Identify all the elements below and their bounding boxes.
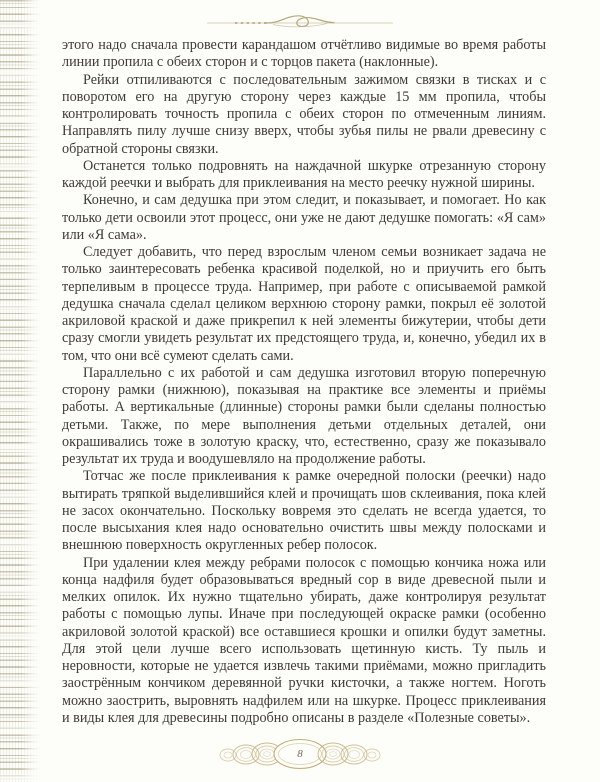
paragraph: Останется только подровнять на наждачной шкурке отрезанную сторону каждой реечки и выбрать для приклеивания на место реечку нужной ширины. [62,157,546,191]
flourish-divider-icon [205,11,395,33]
paragraph: Тотчас же после приклеивания к рамке очередной полоски (реечки) надо вытирать тряпкой выделившийся клей и прочищать шов склеивания, пока клей не засох окончательно. Поскольку вовремя это сделать не всегда удается, то после высыхания клея надо основательно очистить швы между полосками и внешнюю поверхность округленных ребер полосок. [62,468,546,554]
page-number: 8 [297,747,303,760]
paragraph: этого надо сначала провести карандашом отчётливо видимые во время работы линии пропила с обеих сторон и с торцов пакета (наклонные). [62,37,546,71]
page-number-ornament [215,736,385,772]
paragraph: Конечно, и сам дедушка при этом следит, и показывает, и помогает. Но как только дети освоили этот процесс, они уже не дают дедушке помогать: «Я сам» или «Я сама». [62,192,546,243]
paragraph: Следует добавить, что перед взрослым членом семьи возникает задача не только заинтересовать ребенка красивой поделкой, но и приучить его быть терпеливым в процессе труда. Например, при работе с описываемой рамкой дедушка сначала сделал целиком верхнюю сторону рамки, покрыл её золотой акриловой краской и даже прикрепил к ней элементы бижутерии, чтобы дети сразу смогли увидеть результат их предстоящего труда, и, конечно, убедил их в том, что они всё сумеют сделать сами. [62,244,546,364]
paragraph: Рейки отпиливаются с последовательным зажимом связки в тисках и с поворотом его на другую сторону через каждые 15 мм пропила, чтобы контролировать точность пропила с обеих сторон по отмеченным линиям. Направлять пилу лучше снизу вверх, чтобы зубья пилы не рвали древесину с обратной стороны связки. [62,71,546,157]
paragraph: Параллельно с их работой и сам дедушка изготовил вторую поперечную сторону рамки (нижнюю), показывая на практике все элементы и приёмы работы. А вертикальные (длинные) стороны рамки были сделаны полностью детьми. Также, по мере выполнения детьми отдельных деталей, они окрашивались тоже в золотую краску, что, естественно, сразу же показывало результат их труда и воодушевляло на продолжение работы. [62,364,546,467]
page-text [62,37,546,727]
decorative-left-border [0,0,42,782]
paragraph: При удалении клея между ребрами полосок с помощью кончика ножа или конца надфиля будет образовываться вредный сор в виде древесной пыли и мелких опилок. Их нужно тщательно убирать, даже контролируя результат работы с помощью лупы. Иначе при последующей окраске рамки (особенно акриловой золотой краской) все оставшиеся крошки и опилки будут заметны. Для этой цели лучше всего использовать щетинную кисть. Ту пыль и неровности, которые не удается извлечь такими приёмами, можно пригладить заострённым кончиком деревянной ручки кисточки, а также ногтем. Ноготь можно заострить, выровнять надфилем или на шкурке. Процесс приклеивания и виды клея для древесины подробно описаны в разделе «Полезные советы». [62,554,546,726]
